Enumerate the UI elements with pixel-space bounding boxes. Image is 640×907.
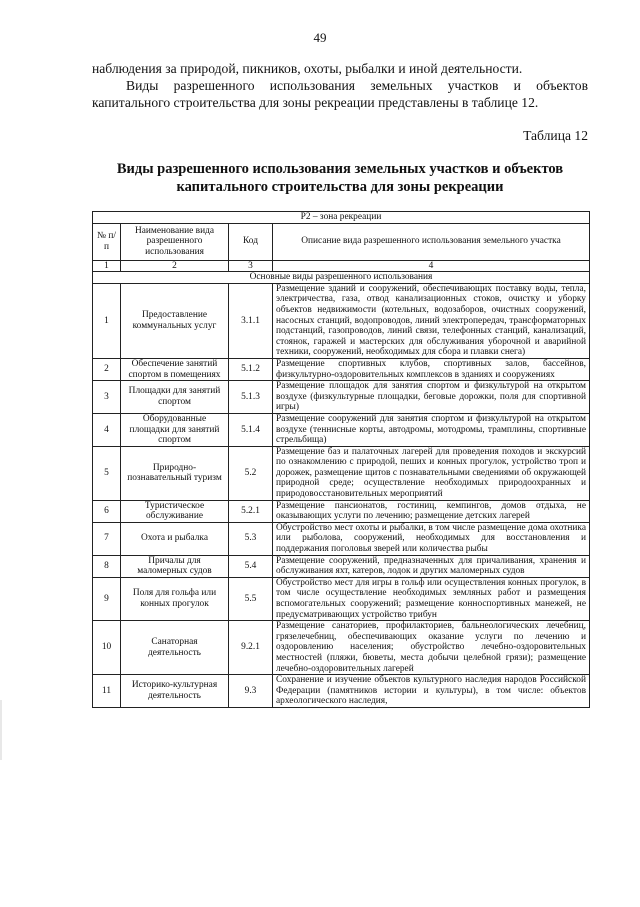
row-name: Санаторная деятельность <box>121 621 229 675</box>
row-desc: Сохранение и изучение объектов культурного наследия народов Российской Федерации (памятников истории и культуры), в том числе: объектов археологического наследия, <box>273 675 590 708</box>
header-name: Наименование вида разрешенного использования <box>121 223 229 260</box>
table-row <box>93 381 590 414</box>
table-row <box>93 358 590 380</box>
scan-edge-mark <box>0 700 2 760</box>
col-index: 2 <box>121 260 229 272</box>
row-num: 10 <box>93 621 121 675</box>
row-num: 7 <box>93 522 121 555</box>
section-title: Основные виды разрешенного использования <box>93 272 590 284</box>
table-row <box>93 621 590 675</box>
row-code: 5.1.4 <box>229 413 273 446</box>
row-name: Охота и рыбалка <box>121 522 229 555</box>
row-num: 11 <box>93 675 121 708</box>
row-num: 8 <box>93 555 121 577</box>
col-index: 3 <box>229 260 273 272</box>
row-code: 5.3 <box>229 522 273 555</box>
row-desc: Размещение баз и палаточных лагерей для проведения походов и экскурсий по ознакомлению с природой, пеших и конных прогулок, устройство троп и дорожек, размещение щитов с познавательными сведениями об окружающей природной среде; осуществление необходимых природоохранных и природовосстановительных мероприятий <box>273 446 590 500</box>
row-num: 9 <box>93 577 121 620</box>
row-name: Оборудованные площадки для занятий спортом <box>121 413 229 446</box>
row-desc: Размещение сооружений для занятия спортом и физкультурой на открытом воздухе (теннисные корты, автодромы, мотодромы, трамплины, спортивные стрельбища) <box>273 413 590 446</box>
table-row <box>93 555 590 577</box>
row-desc: Обустройство мест для игры в гольф или осуществления конных прогулок, в том числе осуществление необходимых земляных работ и размещения вспомогательных сооружений; размещение конноспортивных манежей, не предусматривающих устройство трибун <box>273 577 590 620</box>
row-desc: Размещение санаториев, профилакториев, бальнеологических лечебниц, грязелечебниц, обеспечивающих оказание услуги по лечению и оздоровлению населения; обустройство лечебно-оздоровительных местностей (пляжи, бюветы, места добычи целебной грязи); размещение лечебно-оздоровительных лагерей <box>273 621 590 675</box>
table-row <box>93 675 590 708</box>
header-code: Код <box>229 223 273 260</box>
row-code: 5.2 <box>229 446 273 500</box>
row-code: 3.1.1 <box>229 283 273 358</box>
zone-header-row <box>93 212 590 224</box>
intro-text <box>92 60 588 111</box>
table-row <box>93 522 590 555</box>
table-row <box>93 577 590 620</box>
document-title: Виды разрешенного использования земельных участков и объектов капитального строительства для зоны рекреации <box>116 161 564 195</box>
section-row <box>93 272 590 284</box>
row-name: Предоставление коммунальных услуг <box>121 283 229 358</box>
table-row <box>93 500 590 522</box>
intro-paragraph: Виды разрешенного использования земельных участков и объектов капитального строительства для зоны рекреации представлены в таблице 12. <box>92 78 588 110</box>
table-label: Таблица 12 <box>523 128 588 143</box>
row-num: 4 <box>93 413 121 446</box>
row-name: Туристическое обслуживание <box>121 500 229 522</box>
table-container <box>92 211 590 708</box>
header-num: № п/п <box>93 223 121 260</box>
column-index-row <box>93 260 590 272</box>
land-use-table <box>92 211 590 708</box>
column-header-row <box>93 223 590 260</box>
table-row <box>93 446 590 500</box>
col-index: 4 <box>273 260 590 272</box>
row-name: Площадки для занятий спортом <box>121 381 229 414</box>
row-desc: Размещение сооружений, предназначенных для причаливания, хранения и обслуживания яхт, катеров, лодок и других маломерных судов <box>273 555 590 577</box>
row-name: Причалы для маломерных судов <box>121 555 229 577</box>
row-code: 5.4 <box>229 555 273 577</box>
table-row <box>93 283 590 358</box>
row-name: Историко-культурная деятельность <box>121 675 229 708</box>
table-body <box>93 283 590 707</box>
row-code: 5.2.1 <box>229 500 273 522</box>
row-num: 6 <box>93 500 121 522</box>
row-name: Поля для гольфа или конных прогулок <box>121 577 229 620</box>
row-code: 5.1.2 <box>229 358 273 380</box>
row-desc: Размещение пансионатов, гостиниц, кемпингов, домов отдыха, не оказывающих услуги по лечению; размещение детских лагерей <box>273 500 590 522</box>
row-num: 2 <box>93 358 121 380</box>
row-desc: Размещение спортивных клубов, спортивных залов, бассейнов, физкультурно-оздоровительных комплексов в зданиях и сооружениях <box>273 358 590 380</box>
zone-title: Р2 – зона рекреации <box>93 212 590 224</box>
row-desc: Обустройство мест охоты и рыбалки, в том числе размещение дома охотника или рыболова, сооружений, необходимых для восстановления и поддержания поголовья зверей или количества рыбы <box>273 522 590 555</box>
row-code: 5.1.3 <box>229 381 273 414</box>
row-code: 9.3 <box>229 675 273 708</box>
table-row <box>93 413 590 446</box>
row-code: 5.5 <box>229 577 273 620</box>
row-desc: Размещение площадок для занятия спортом и физкультурой на открытом воздухе (физкультурные площадки, беговые дорожки, поля для спортивной игры) <box>273 381 590 414</box>
row-name: Природно-познавательный туризм <box>121 446 229 500</box>
row-num: 1 <box>93 283 121 358</box>
intro-line: наблюдения за природой, пикников, охоты, рыбалки и иной деятельности. <box>92 61 523 76</box>
header-desc: Описание вида разрешенного использования земельного участка <box>273 223 590 260</box>
row-num: 3 <box>93 381 121 414</box>
row-desc: Размещение зданий и сооружений, обеспечивающих поставку воды, тепла, электричества, газа, отвод канализационных стоков, очистку и уборку объектов недвижимости (котельных, водозаборов, очистных сооружений, насосных станций, водопроводов, линий электропередач, трансформаторных подстанций, газопроводов, линий связи, телефонных станций, канализаций, стоянок, гаражей и мастерских для обслуживания уборочной и аварийной техники, сооружений, необходимых для сбора и плавки снега) <box>273 283 590 358</box>
page-number: 49 <box>313 30 327 45</box>
row-name: Обеспечение занятий спортом в помещениях <box>121 358 229 380</box>
col-index: 1 <box>93 260 121 272</box>
row-num: 5 <box>93 446 121 500</box>
row-code: 9.2.1 <box>229 621 273 675</box>
